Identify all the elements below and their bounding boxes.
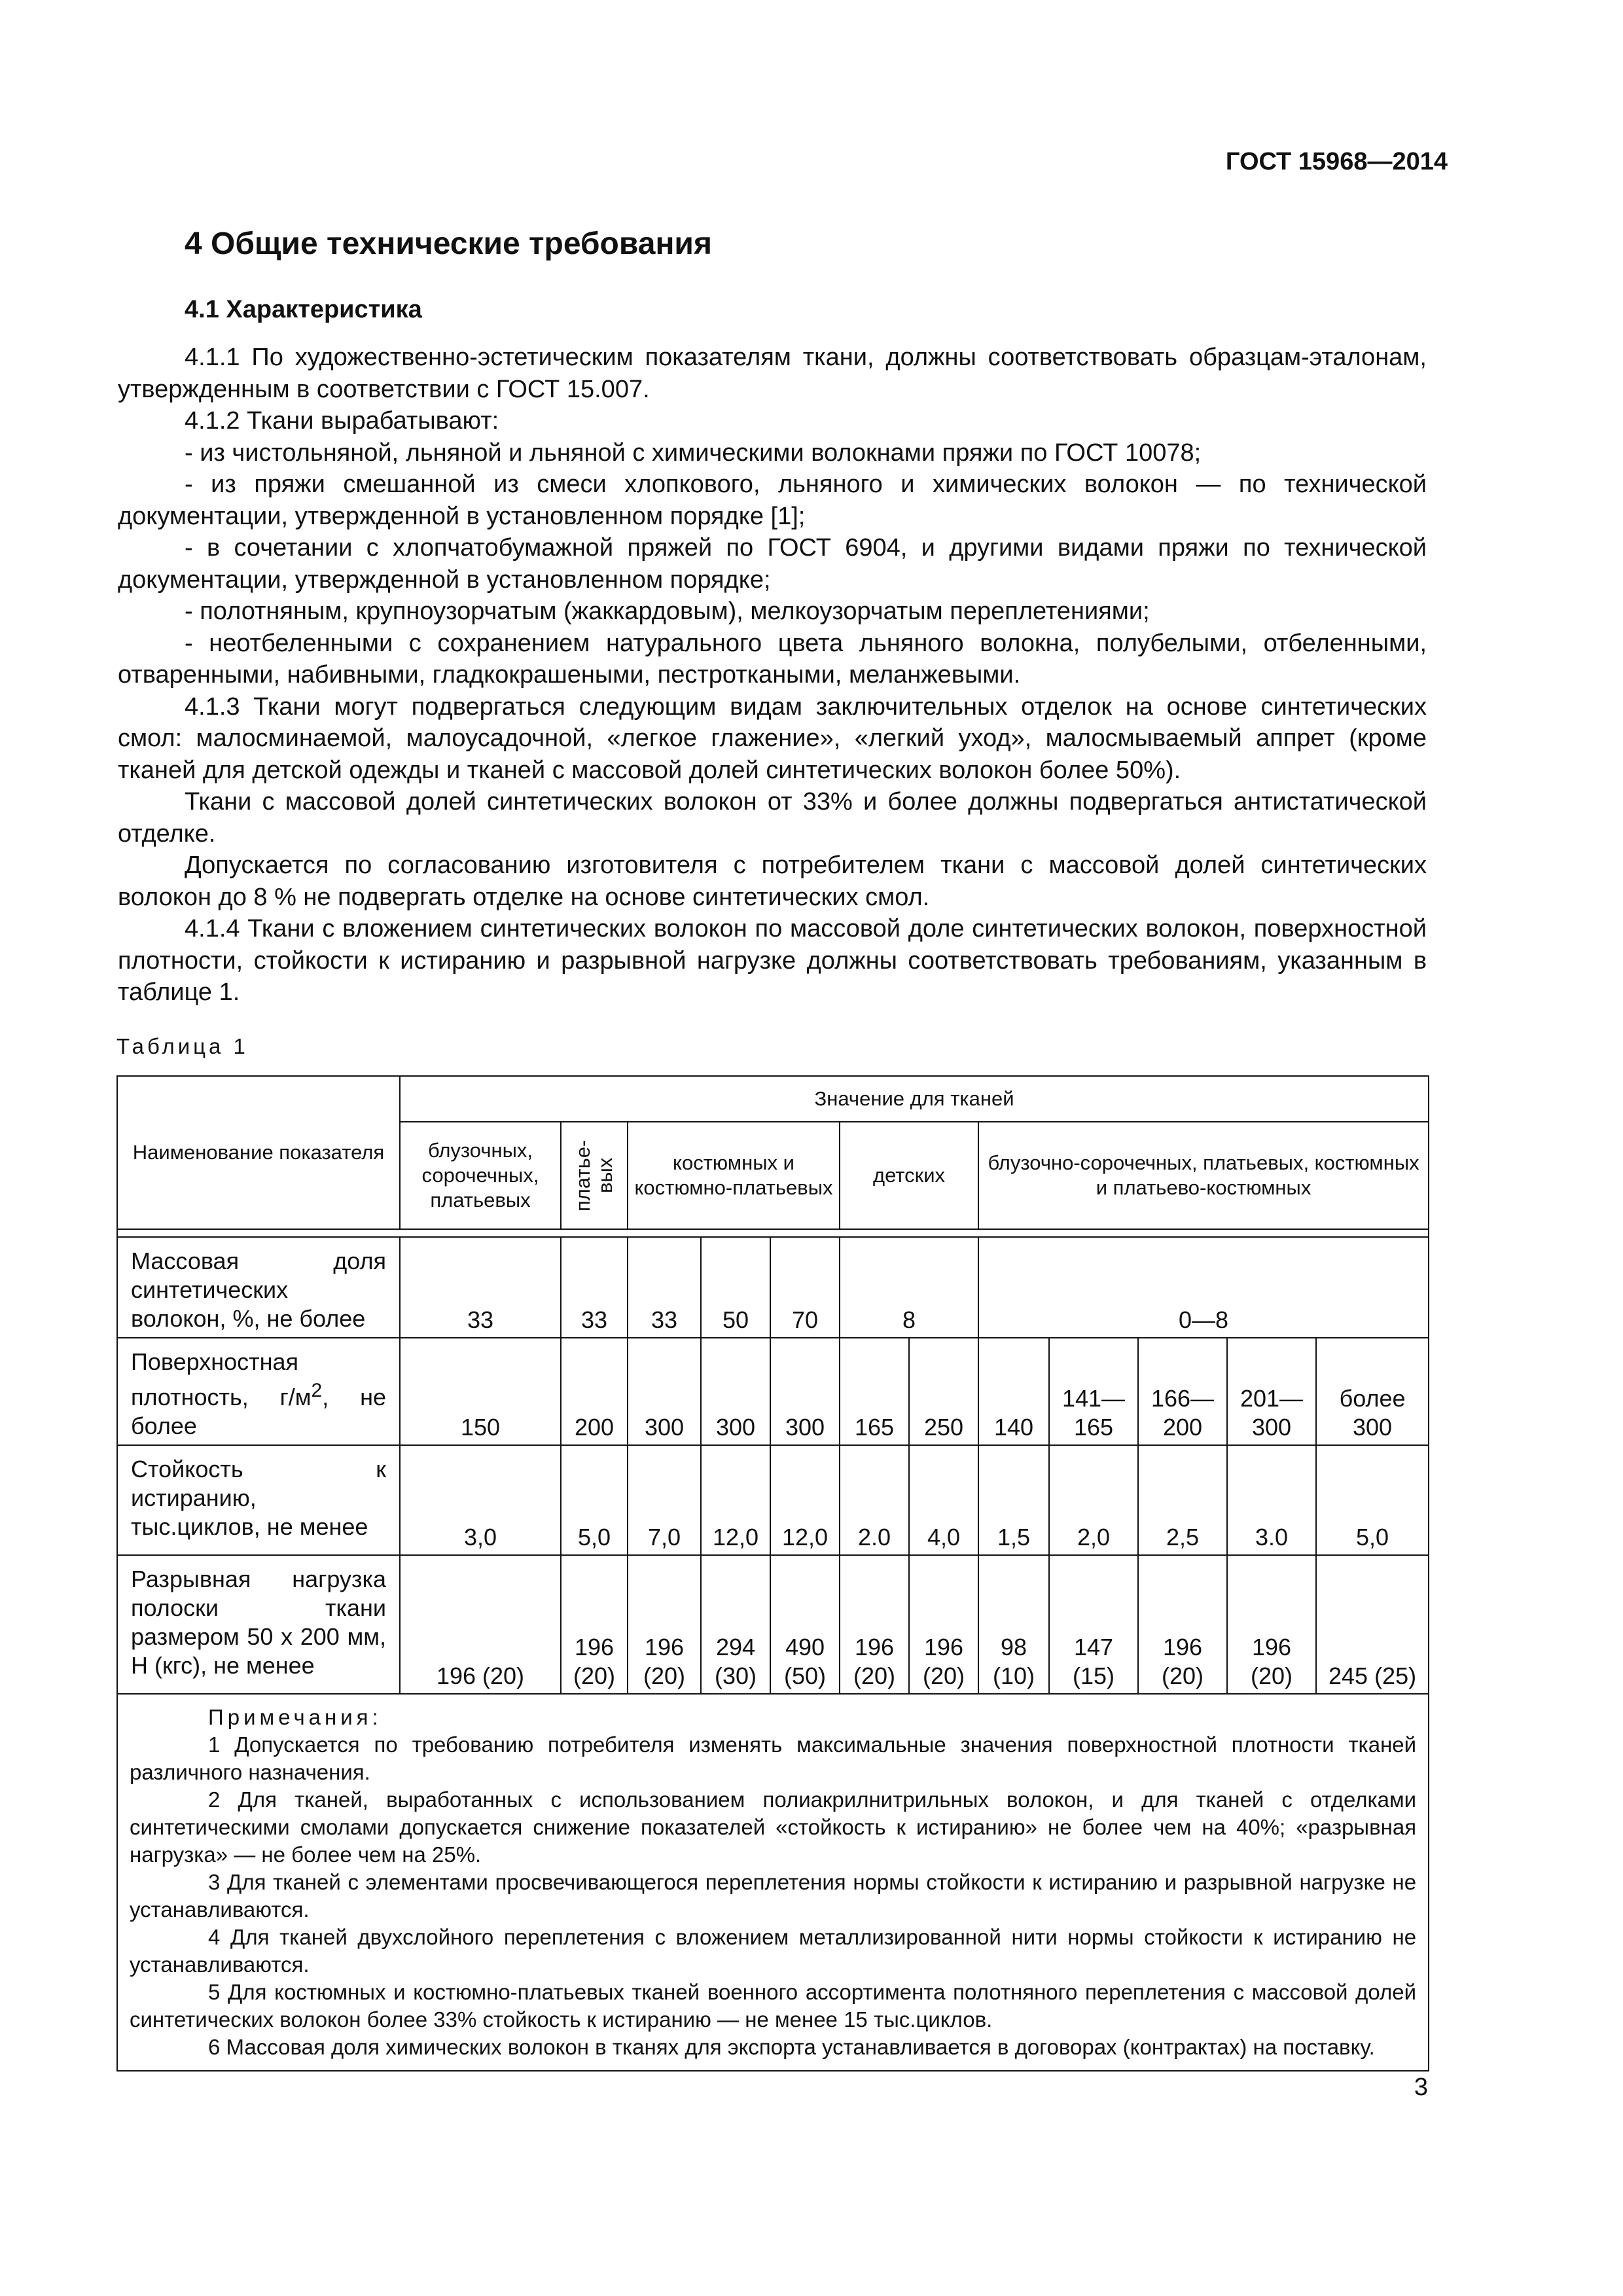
table-cell: 98 (10) xyxy=(978,1555,1049,1694)
paragraph: - в сочетании с хлопчатобумажной пряжей по ГОСТ 6904, и другими видами пряжи по технической документации, утвержденной в установленном порядке; xyxy=(118,534,1427,594)
paragraph: Ткани с массовой долей синтетических волокон от 33% и более должны подвергаться антистатической отделке. xyxy=(118,788,1427,848)
header-children: детских xyxy=(840,1122,978,1229)
header-name-column: Наименование показателя xyxy=(117,1076,400,1229)
table-cell: 7,0 xyxy=(628,1445,701,1555)
paragraph: - из чистольняной, льняной и льняной с химическими волокнами пряжи по ГОСТ 10078; xyxy=(185,439,1202,467)
table-cell: 196 (20) xyxy=(561,1555,628,1694)
table-cell: 3,0 xyxy=(400,1445,561,1555)
table-cell: более 300 xyxy=(1316,1338,1429,1445)
note: 2 Для тканей, выработанных с использованием полиакрилнитрильных волокон, и для тканей с отделками синтетическими смолами допускается снижение показателей «стойкость к истиранию» не более чем на 40%; «разрывная нагрузка» — не более чем на 25%. xyxy=(130,1787,1417,1867)
table-row xyxy=(117,1338,1429,1445)
spec-table xyxy=(116,1075,1429,2072)
table-cell: 200 xyxy=(561,1338,628,1445)
table-cell: 300 xyxy=(628,1338,701,1445)
note: 1 Допускается по требованию потребителя изменять максимальные значения поверхностной плотности тканей различного назначения. xyxy=(130,1732,1417,1784)
table-cell: 196 (20) xyxy=(840,1555,909,1694)
document-code: ГОСТ 15968—2014 xyxy=(1225,148,1448,175)
header-blouse: блузочных, сорочечных, платьевых xyxy=(400,1122,561,1229)
paragraph: - полотняным, крупноузорчатым (жаккардовым), мелкоузорчатым переплетениями; xyxy=(185,598,1150,625)
table-cell: 5,0 xyxy=(561,1445,628,1555)
table-cell: 141—165 xyxy=(1049,1338,1138,1445)
table-cell: 2,0 xyxy=(1049,1445,1138,1555)
table-cell: 300 xyxy=(701,1338,770,1445)
paragraph: 4.1.2 Ткани вырабатывают: xyxy=(185,407,499,435)
table-cell: 12,0 xyxy=(770,1445,840,1555)
superscript: 2 xyxy=(311,1380,323,1401)
table-cell: 140 xyxy=(978,1338,1049,1445)
note: 5 Для костюмных и костюмно-платьевых тканей военного ассортимента полотняного переплетения с массовой долей синтетических волокон более 33% стойкость к истиранию — не менее 15 тыс.циклов. xyxy=(130,1980,1417,2032)
note: 3 Для тканей с элементами просвечивающегося переплетения нормы стойкости к истиранию и разрывной нагрузке не устанавливаются. xyxy=(130,1870,1417,1922)
row-label: Массовая доля синтетических волокон, %, не более xyxy=(117,1237,400,1338)
header-dress xyxy=(561,1122,628,1229)
section-title: 4 Общие технические требования xyxy=(185,226,712,261)
paragraph: 4.1.4 Ткани с вложением синтетических волокон по массовой доле синтетических волокон, поверхностной плотности, стойкости к истиранию и разрывной нагрузке должны соответствовать требованиям, указанным в таблице 1. xyxy=(118,915,1427,1006)
paragraph: 4.1.3 Ткани могут подвергаться следующим видам заключительных отделок на основе синтетических смол: малосминаемой, малоусадочной, «легкое глажение», «легкий уход», малосмываемый аппрет (кроме тканей для детской одежды и тканей с массовой долей синтетических волокон более 50%). xyxy=(118,692,1427,784)
header-combined: блузочно-сорочечных, платьевых, костюмных и платьево-костюмных xyxy=(978,1122,1429,1229)
table-cell: 3.0 xyxy=(1227,1445,1316,1555)
table-cell: 1,5 xyxy=(978,1445,1049,1555)
table-cell: 33 xyxy=(561,1237,628,1338)
notes-row xyxy=(117,1694,1429,2071)
page-number: 3 xyxy=(1414,2073,1428,2101)
table-cell: 250 xyxy=(909,1338,978,1445)
row-label: Стойкость к истиранию, тыс.циклов, не менее xyxy=(117,1445,400,1555)
table-cell: 8 xyxy=(840,1237,978,1338)
table-cell: 196 (20) xyxy=(400,1555,561,1694)
table-cell: 196 (20) xyxy=(909,1555,978,1694)
table-cell: 196 (20) xyxy=(628,1555,701,1694)
table-cell: 50 xyxy=(701,1237,770,1338)
paragraph: - неотбеленными с сохранением натурального цвета льняного волокна, полубелыми, отбеленными, отваренными, набивными, гладкокрашеными, пестроткаными, меланжевыми. xyxy=(118,629,1427,689)
paragraph: 4.1.1 По художественно-эстетическим показателям ткани, должны соответствовать образцам-эталонам, утвержденным в соответствии с ГОСТ 15.007. xyxy=(118,344,1427,403)
note: 4 Для тканей двухслойного переплетения с вложением металлизированной нити нормы стойкости к истиранию не устанавливаются. xyxy=(130,1925,1417,1977)
paragraph: Допускается по согласованию изготовителя с потребителем ткани с массовой долей синтетических волокон до 8 % не подвергать отделке на основе синтетических смол. xyxy=(118,852,1427,911)
table-cell: 150 xyxy=(400,1338,561,1445)
note: 6 Массовая доля химических волокон в тканях для экспорта устанавливается в договорах (контрактах) на поставку. xyxy=(208,2035,1375,2059)
table-cell: 294 (30) xyxy=(701,1555,770,1694)
table-row xyxy=(117,1445,1429,1555)
table-cell: 70 xyxy=(770,1237,840,1338)
body-text xyxy=(118,342,1427,1009)
row-label-text: Поверхностная плотность, г/м xyxy=(131,1348,312,1410)
table-row xyxy=(117,1555,1429,1694)
table-cell: 33 xyxy=(628,1237,701,1338)
header-dress-label: платье-вых xyxy=(571,1139,616,1211)
table-cell: 196 (20) xyxy=(1227,1555,1316,1694)
header-group: Значение для тканей xyxy=(400,1076,1429,1122)
header-spacer xyxy=(117,1229,1429,1237)
table-cell: 2,5 xyxy=(1138,1445,1227,1555)
subsection-title: 4.1 Характеристика xyxy=(185,296,422,323)
table-row xyxy=(117,1237,1429,1338)
table-cell: 12,0 xyxy=(701,1445,770,1555)
table-cell: 4,0 xyxy=(909,1445,978,1555)
row-label-tail: , не более xyxy=(131,1384,386,1439)
paragraph: - из пряжи смешанной из смеси хлопкового, льняного и химических волокон — по технической документации, утвержденной в установленном порядке [1]; xyxy=(118,471,1427,530)
table-cell: 2.0 xyxy=(840,1445,909,1555)
table-cell: 5,0 xyxy=(1316,1445,1429,1555)
table-cell: 166—200 xyxy=(1138,1338,1227,1445)
table-cell: 33 xyxy=(400,1237,561,1338)
table-cell: 490 (50) xyxy=(770,1555,840,1694)
table-cell: 196 (20) xyxy=(1138,1555,1227,1694)
table-cell: 245 (25) xyxy=(1316,1555,1429,1694)
table-cell: 201—300 xyxy=(1227,1338,1316,1445)
table-cell: 147 (15) xyxy=(1049,1555,1138,1694)
table-cell: 165 xyxy=(840,1338,909,1445)
row-label: Разрывная нагрузка полоски ткани размером 50 x 200 мм, Н (кгс), не менее xyxy=(117,1555,400,1694)
table-caption: Таблица 1 xyxy=(116,1034,249,1058)
table-cell: 300 xyxy=(770,1338,840,1445)
notes-cell xyxy=(117,1694,1429,2071)
table-cell: 0—8 xyxy=(978,1237,1429,1338)
header-suit: костюмных и костюмно-платьевых xyxy=(628,1122,840,1229)
row-label xyxy=(117,1338,400,1445)
notes-title: Примечания: xyxy=(208,1705,382,1729)
